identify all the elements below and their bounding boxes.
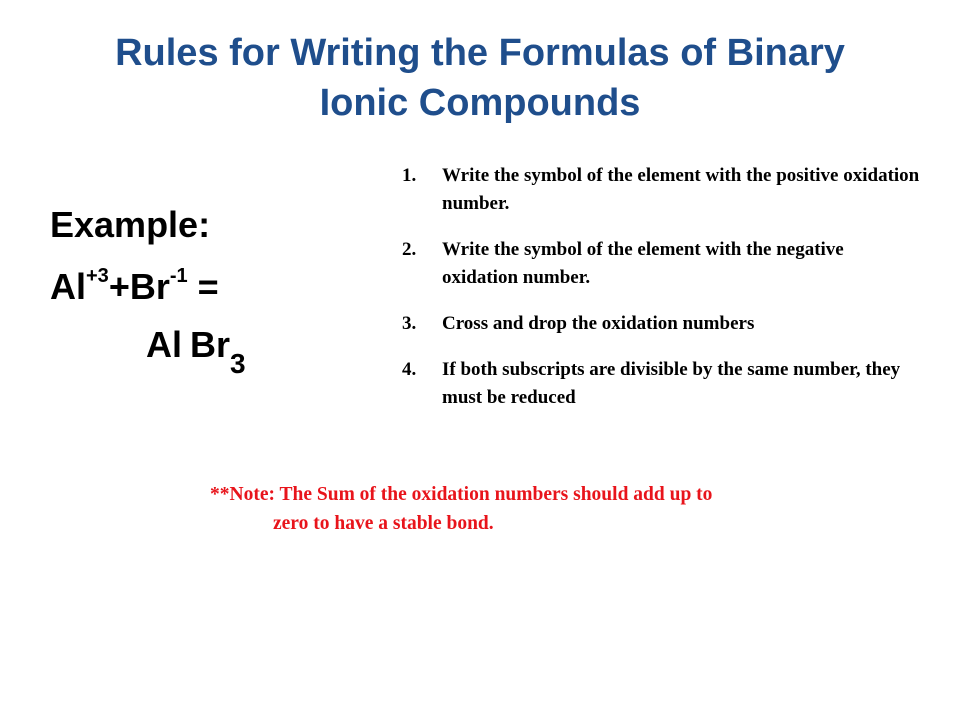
rule-text: Write the symbol of the element with the negative oxidation number. bbox=[442, 239, 844, 288]
equation-charge-1: +3 bbox=[86, 265, 109, 287]
equation-element-2: Br bbox=[129, 266, 170, 307]
rule-item bbox=[402, 310, 922, 338]
equation-element-1: Al bbox=[50, 266, 86, 307]
rule-item bbox=[402, 356, 922, 412]
rule-number: 4. bbox=[402, 359, 417, 380]
example-label: Example: bbox=[50, 204, 211, 245]
rule-number: 3. bbox=[402, 313, 417, 334]
rule-item bbox=[402, 236, 922, 292]
equation-plus: + bbox=[108, 266, 130, 307]
example-result bbox=[146, 320, 246, 380]
result-element-2: Br bbox=[190, 324, 231, 365]
example-equation bbox=[50, 262, 219, 312]
equation-equals: = bbox=[187, 266, 219, 307]
result-element-1: Al bbox=[146, 324, 182, 365]
equation-charge-2: -1 bbox=[169, 265, 188, 287]
rule-text: Cross and drop the oxidation numbers bbox=[442, 313, 755, 334]
rule-number: 2. bbox=[402, 239, 417, 260]
rule-number: 1. bbox=[402, 165, 417, 186]
rule-text: Write the symbol of the element with the positive oxidation number. bbox=[442, 165, 920, 214]
slide-title-line-2: Ionic Compounds bbox=[319, 82, 641, 124]
note-text bbox=[210, 480, 930, 538]
slide-title-line-1: Rules for Writing the Formulas of Binary bbox=[115, 32, 845, 74]
rules-list bbox=[402, 162, 922, 430]
note-line-2: zero to have a stable bond. bbox=[273, 513, 494, 534]
result-subscript: 3 bbox=[230, 348, 246, 380]
rule-item bbox=[402, 162, 922, 218]
slide-title bbox=[40, 28, 920, 128]
rule-text: If both subscripts are divisible by the same number, they must be reduced bbox=[442, 359, 901, 408]
note-line-1: **Note: The Sum of the oxidation numbers should add up to bbox=[210, 484, 713, 505]
